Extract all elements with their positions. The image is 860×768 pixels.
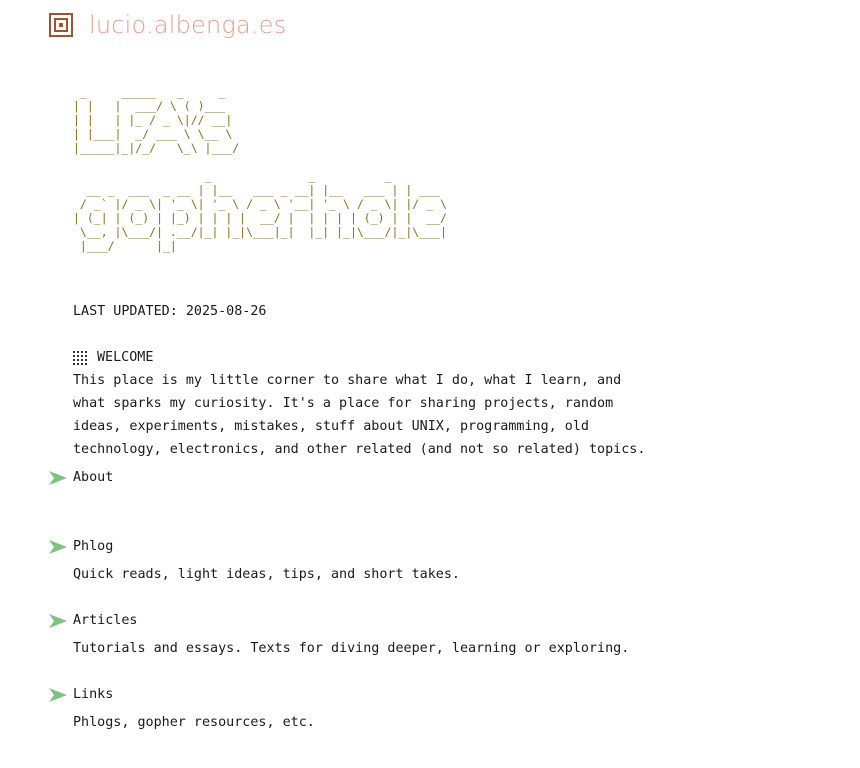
green-arrow-icon	[49, 614, 67, 628]
ascii-banner	[73, 85, 833, 265]
menu-item-articles[interactable]	[49, 609, 138, 632]
welcome-text: This place is my little corner to share what I do, what I learn, and what sparks my curiosity. It's a place for sharing projects, random ideas, experiments, mistakes, stuff about UNIX, programming, old technology, electronics, and other related (and not so related) topics.	[73, 373, 646, 457]
ascii-art-gopherhole: _ _ _ __ _ ___ _ __ | |__ ___ _ __| |__ ___ | | ___ / _` |/ _ \| '_ \| '_ \ / _ \ '__| '_ \ / _ \| |/ _ \ | (_| | (_) | |_) | | | | __/ | | | | | (_) | | __/ \__, |\___/| .__/|_| |_|\___|_| |_| |_|\___/|_|\___| |___/ |_|	[73, 169, 447, 253]
dot-grid-icon	[73, 351, 89, 365]
phlog-link[interactable]: Phlog	[73, 539, 114, 554]
menu-item-links[interactable]	[49, 683, 113, 706]
green-arrow-icon	[49, 471, 67, 485]
welcome-heading	[73, 346, 153, 369]
site-title-link[interactable]: lucio.albenga.es	[89, 11, 287, 39]
nested-square-logo-icon[interactable]	[49, 13, 73, 37]
links-description: Phlogs, gopher resources, etc.	[73, 715, 315, 730]
menu-item-phlog[interactable]	[49, 535, 113, 558]
ascii-art-lisa: _ _____ _ _ | | | ___/ \ ( )___ | | | |_ / _ \|// __| | |___| _/ ___ \ \__ \ |_____|_|/_/ \_\ |___/	[73, 85, 240, 155]
about-link[interactable]: About	[73, 470, 114, 485]
articles-description: Tutorials and essays. Texts for diving deeper, learning or exploring.	[73, 641, 630, 656]
site-header	[49, 10, 286, 40]
green-arrow-icon	[49, 540, 67, 554]
links-link[interactable]: Links	[73, 687, 114, 702]
phlog-description: Quick reads, light ideas, tips, and short takes.	[73, 567, 460, 582]
welcome-heading-label: WELCOME	[97, 350, 154, 365]
articles-link[interactable]: Articles	[73, 613, 138, 628]
menu-item-about[interactable]	[49, 466, 113, 489]
green-arrow-icon	[49, 688, 67, 702]
last-updated-text: LAST UPDATED: 2025-08-26	[73, 304, 267, 319]
